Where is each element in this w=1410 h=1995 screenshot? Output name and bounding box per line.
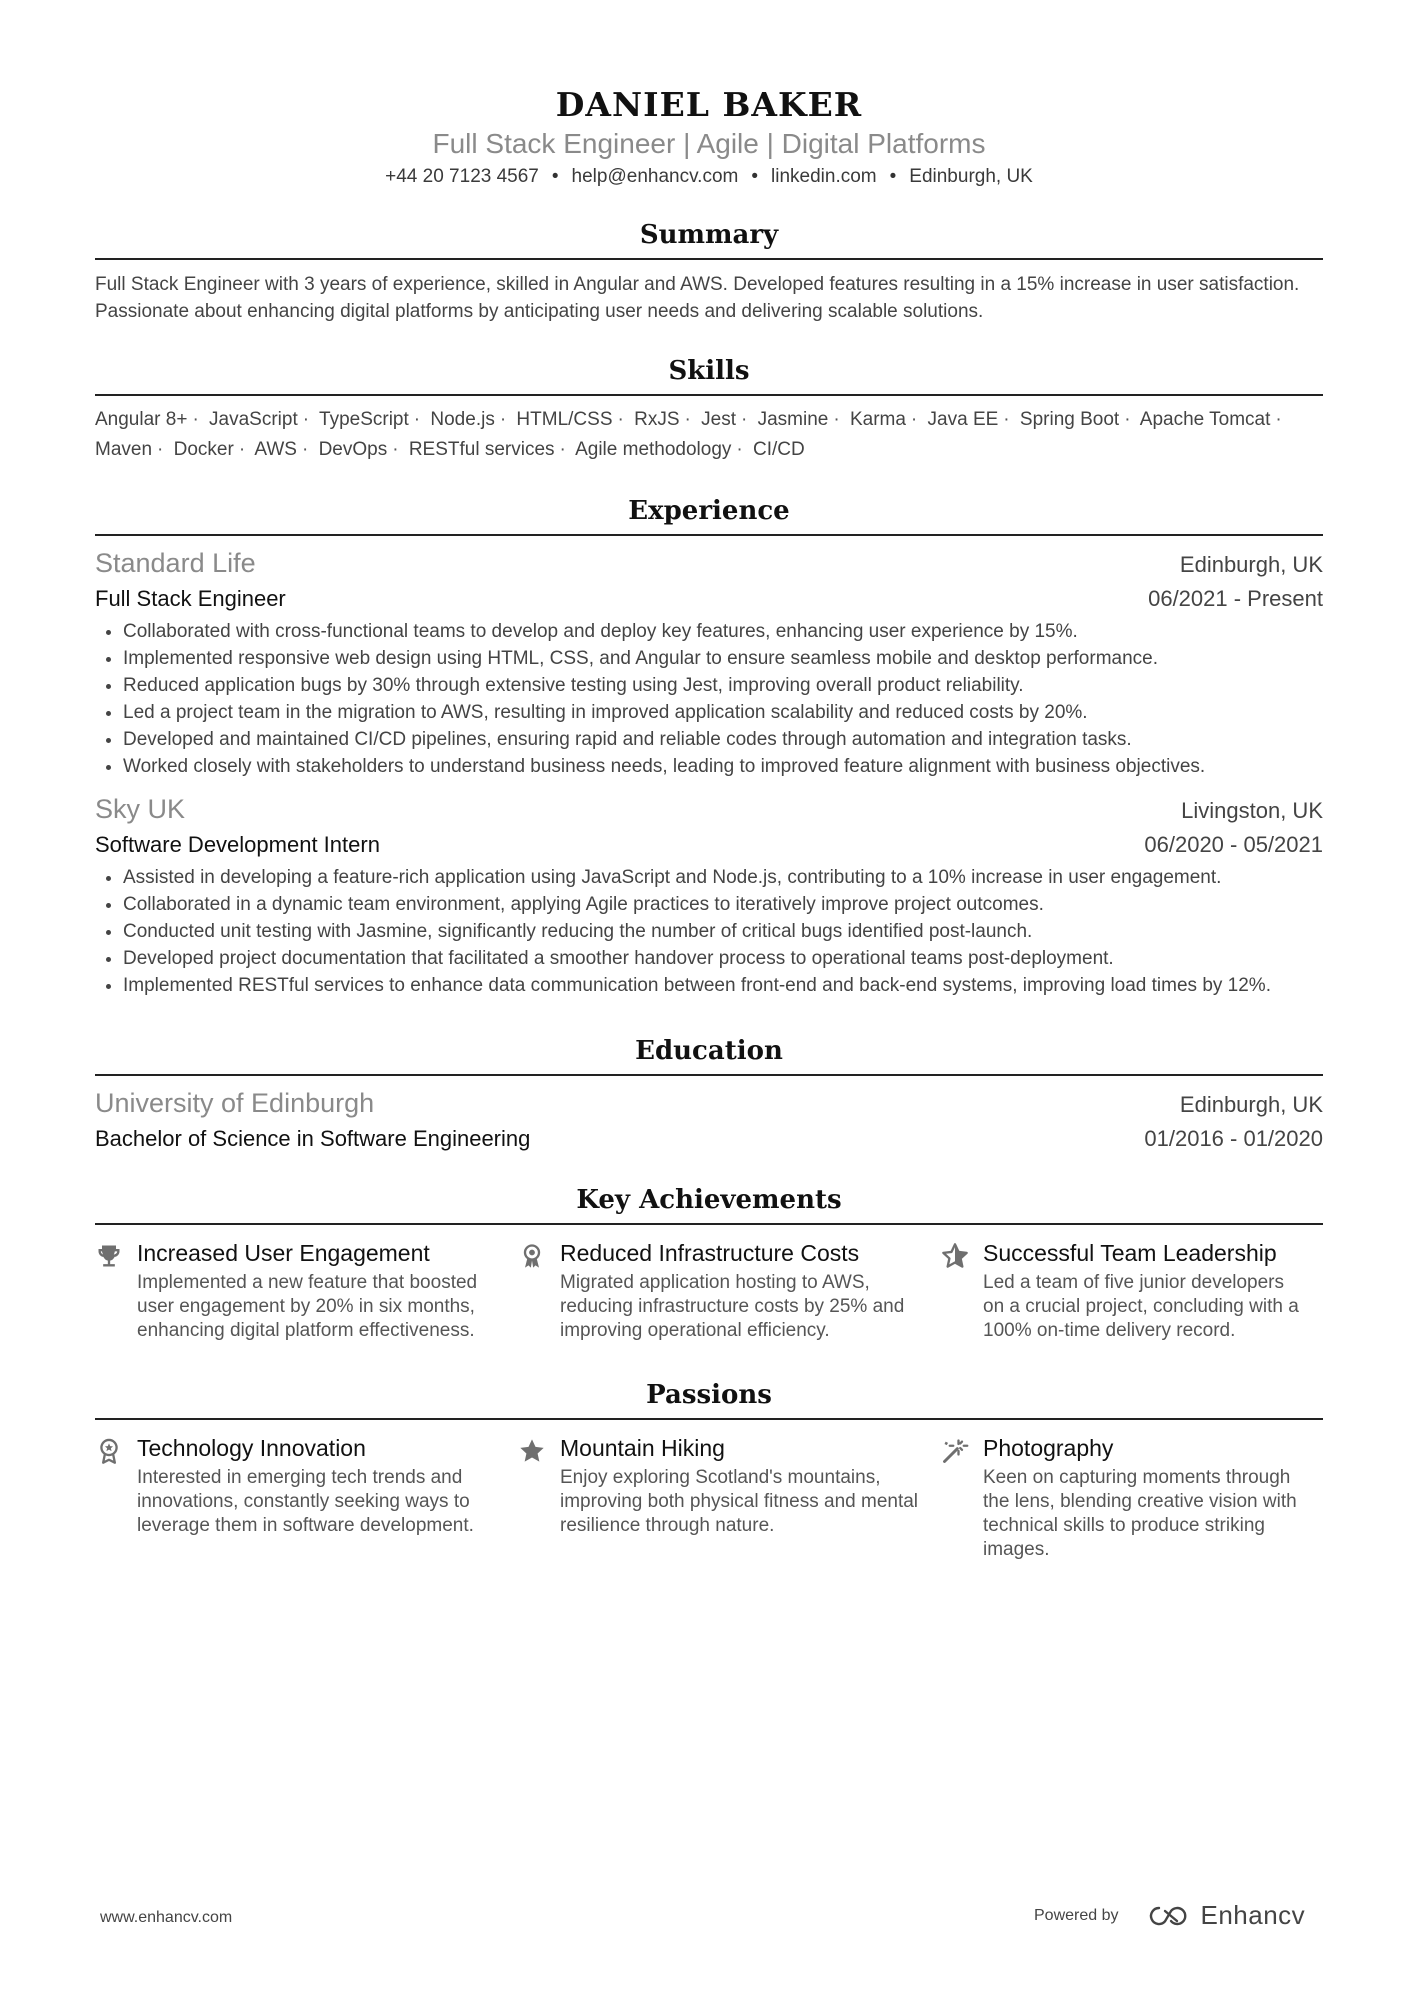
company-name: Standard Life xyxy=(95,548,256,578)
passions-section xyxy=(95,1377,1323,1562)
skill-item: Jasmine xyxy=(757,409,829,430)
skill-item: HTML/CSS xyxy=(516,409,613,430)
skill-item: Maven xyxy=(95,439,153,460)
skill-separator: · xyxy=(301,439,309,460)
company-name: Sky UK xyxy=(95,794,186,824)
resume-page xyxy=(95,0,1323,1562)
achievement-item xyxy=(518,1237,941,1343)
enhancv-logo-icon xyxy=(1145,1904,1191,1928)
job-location: Livingston, UK xyxy=(1181,798,1323,823)
skill-item: Spring Boot xyxy=(1019,409,1120,430)
skill-separator: · xyxy=(559,439,566,460)
star-icon xyxy=(518,1432,560,1562)
skill-item: DevOps xyxy=(318,439,388,460)
list-item: • Collaborated in a dynamic team environment, applying Agile practices to iteratively improve project outcomes. xyxy=(123,891,1323,918)
passion-desc: Keen on capturing moments through the lens, blending creative vision with technical skills to produce striking images. xyxy=(983,1467,1297,1560)
skill-item: Angular 8+ xyxy=(95,409,188,430)
skill-item: Docker xyxy=(173,439,234,460)
passion-title: Mountain Hiking xyxy=(560,1435,725,1461)
skill-item: Java EE xyxy=(927,409,999,430)
powered-by-label: Powered by xyxy=(1034,1906,1119,1924)
section-title: Summary xyxy=(95,217,1323,260)
trophy-icon xyxy=(95,1237,137,1343)
achievements-section xyxy=(95,1182,1323,1343)
resume-header xyxy=(95,0,1323,191)
experience-section xyxy=(95,493,1323,999)
contact-line xyxy=(95,163,1323,191)
skill-separator: · xyxy=(1003,409,1010,430)
job-entry xyxy=(95,546,1323,780)
skill-item: TypeScript xyxy=(319,409,409,430)
passion-item xyxy=(941,1432,1321,1562)
separator: • xyxy=(551,166,559,187)
skill-separator: · xyxy=(1275,409,1282,430)
achievement-desc: Migrated application hosting to AWS, reducing infrastructure costs by 25% and improving operational efficiency. xyxy=(560,1272,905,1341)
magic-wand-icon xyxy=(941,1432,983,1562)
summary-section xyxy=(95,217,1323,325)
job-entry xyxy=(95,792,1323,999)
skill-separator: · xyxy=(1124,409,1131,430)
linkedin-link[interactable]: linkedin.com xyxy=(771,166,877,187)
achievement-title: Successful Team Leadership xyxy=(983,1240,1277,1266)
achievement-title: Increased User Engagement xyxy=(137,1240,430,1266)
skill-separator: · xyxy=(192,409,199,430)
email[interactable]: help@enhancv.com xyxy=(571,166,739,187)
list-item: • Reduced application bugs by 30% through extensive testing using Jest, improving overall product reliability. xyxy=(123,672,1323,699)
skill-separator: · xyxy=(499,409,507,430)
degree: Bachelor of Science in Software Engineering xyxy=(95,1126,531,1151)
achievement-title: Reduced Infrastructure Costs xyxy=(560,1240,860,1266)
job-bullets xyxy=(95,618,1323,780)
school-location: Edinburgh, UK xyxy=(1179,1092,1323,1117)
job-location: Edinburgh, UK xyxy=(1179,552,1323,577)
skill-item: Agile methodology xyxy=(575,439,732,460)
section-title: Education xyxy=(95,1033,1323,1076)
skill-separator: · xyxy=(740,409,748,430)
footer-website[interactable]: www.enhancv.com xyxy=(100,1909,233,1926)
list-item: • Conducted unit testing with Jasmine, significantly reducing the number of critical bugs identified post-launch. xyxy=(123,918,1323,945)
candidate-title: Full Stack Engineer | Agile | Digital Platforms xyxy=(432,128,986,159)
passion-desc: Enjoy exploring Scotland's mountains, improving both physical fitness and mental resilience through nature. xyxy=(560,1467,919,1536)
job-bullets xyxy=(95,864,1323,999)
skill-item: Jest xyxy=(701,409,736,430)
list-item: • Developed project documentation that facilitated a smoother handover process to operational teams post-deployment. xyxy=(123,945,1323,972)
footer-powered-by xyxy=(1034,1900,1305,1931)
skill-item: AWS xyxy=(254,439,297,460)
education-entry xyxy=(95,1086,1323,1156)
location: Edinburgh, UK xyxy=(909,166,1033,187)
list-item: • Assisted in developing a feature-rich application using JavaScript and Node.js, contributing to a 10% increase in user engagement. xyxy=(123,864,1323,891)
section-title: Key Achievements xyxy=(95,1182,1323,1225)
separator: • xyxy=(889,166,897,187)
skill-separator: · xyxy=(617,409,624,430)
achievement-item xyxy=(941,1237,1321,1343)
list-item: • Implemented responsive web design using HTML, CSS, and Angular to ensure seamless mobile and desktop performance. xyxy=(123,645,1323,672)
skill-separator: · xyxy=(392,439,399,460)
star-outline-icon xyxy=(941,1237,983,1343)
achievement-desc: Implemented a new feature that boosted user engagement by 20% in six months, enhancing digital platform effectiveness. xyxy=(137,1272,478,1341)
skill-separator: · xyxy=(157,439,164,460)
list-item: • Collaborated with cross-functional teams to develop and deploy key features, enhancing user experience by 15%. xyxy=(123,618,1323,645)
passions-grid xyxy=(95,1432,1323,1562)
school-name: University of Edinburgh xyxy=(95,1088,375,1118)
passion-title: Technology Innovation xyxy=(137,1435,366,1461)
passion-item xyxy=(95,1432,518,1562)
section-title: Skills xyxy=(95,353,1323,396)
skill-separator: · xyxy=(736,439,743,460)
skill-item: RxJS xyxy=(634,409,680,430)
section-title: Passions xyxy=(95,1377,1323,1420)
skill-separator: · xyxy=(910,409,918,430)
skills-section xyxy=(95,353,1323,465)
skill-item: Apache Tomcat xyxy=(1139,409,1271,430)
list-item: • Worked closely with stakeholders to understand business needs, leading to improved feature alignment with business objectives. xyxy=(123,753,1323,780)
skills-list xyxy=(95,405,1323,465)
skill-item: Karma xyxy=(849,409,906,430)
summary-text: Full Stack Engineer with 3 years of experience, skilled in Angular and AWS. Developed features resulting in a 15% increase in user satisfaction. Passionate about enhancing digital platforms by anticipating user needs and delivering scalable solutions. xyxy=(95,274,1300,322)
phone: +44 20 7123 4567 xyxy=(385,166,539,187)
education-section xyxy=(95,1033,1323,1156)
skill-item: JavaScript xyxy=(209,409,298,430)
section-title: Experience xyxy=(95,493,1323,536)
achievement-item xyxy=(95,1237,518,1343)
skill-item: RESTful services xyxy=(408,439,555,460)
education-dates: 01/2016 - 01/2020 xyxy=(1144,1126,1323,1151)
job-role: Software Development Intern xyxy=(95,832,380,857)
skill-item: CI/CD xyxy=(753,439,805,460)
enhancv-logo-text: Enhancv xyxy=(1200,1900,1306,1930)
achievements-grid xyxy=(95,1237,1323,1343)
job-dates: 06/2021 - Present xyxy=(1148,586,1323,611)
skill-separator: · xyxy=(302,409,310,430)
badge-icon xyxy=(95,1432,137,1562)
list-item: • Developed and maintained CI/CD pipelines, ensuring rapid and reliable codes through automation and integration tasks. xyxy=(123,726,1323,753)
job-role: Full Stack Engineer xyxy=(95,586,286,611)
enhancv-logo[interactable] xyxy=(1145,1900,1306,1931)
skill-item: Node.js xyxy=(430,409,495,430)
passion-title: Photography xyxy=(983,1435,1114,1461)
skill-separator: · xyxy=(413,409,421,430)
award-icon xyxy=(518,1237,560,1343)
candidate-name: DANIEL BAKER xyxy=(555,85,863,124)
list-item: • Implemented RESTful services to enhance data communication between front-end and back-end systems, improving load times by 12%. xyxy=(123,972,1323,999)
passion-item xyxy=(518,1432,941,1562)
separator: • xyxy=(751,166,759,187)
skill-separator: · xyxy=(238,439,246,460)
achievement-desc: Led a team of five junior developers on a crucial project, concluding with a 100% on-time delivery record. xyxy=(983,1272,1299,1341)
list-item: • Led a project team in the migration to AWS, resulting in improved application scalability and reduced costs by 20%. xyxy=(123,699,1323,726)
skill-separator: · xyxy=(833,409,840,430)
job-dates: 06/2020 - 05/2021 xyxy=(1144,832,1323,857)
skill-separator: · xyxy=(684,409,691,430)
passion-desc: Interested in emerging tech trends and innovations, constantly seeking ways to leverage them in software development. xyxy=(137,1467,474,1536)
